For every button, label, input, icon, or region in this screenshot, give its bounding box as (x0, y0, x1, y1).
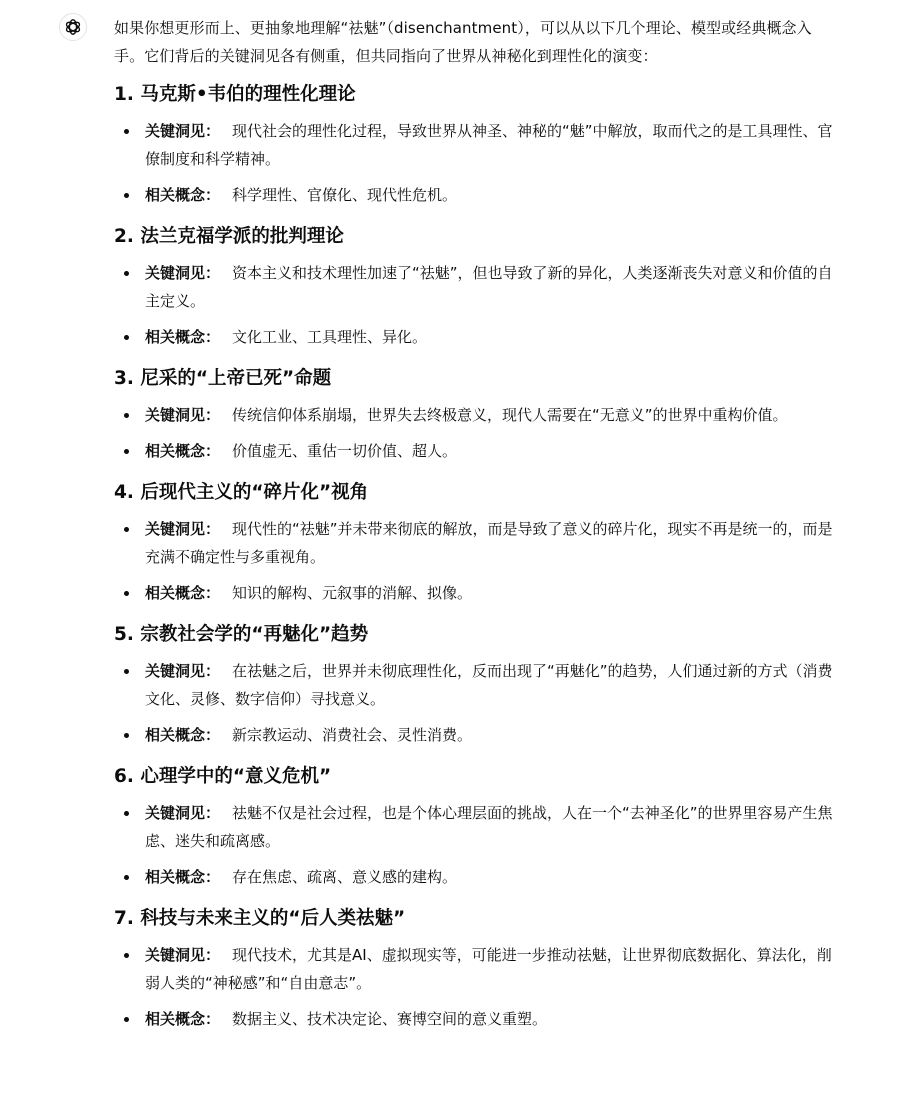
bullet-dot-icon (124, 591, 129, 596)
bullet-list (114, 401, 834, 465)
bullet-list (114, 799, 834, 891)
item-label: 关键洞见： (145, 406, 221, 424)
item-label: 关键洞见： (145, 946, 221, 964)
item-text: 现代社会的理性化过程，导致世界从神圣、神秘的“魅”中解放，取而代之的是工具理性、官僚制度和科学精神。 (145, 122, 833, 168)
item-label: 相关概念： (145, 868, 221, 886)
list-item (114, 323, 834, 351)
bullet-dot-icon (124, 875, 129, 880)
item-text: 科学理性、官僚化、现代性危机。 (232, 186, 458, 204)
list-item (114, 799, 834, 855)
bullet-dot-icon (124, 1017, 129, 1022)
item-text: 价值虚无、重估一切价值、超人。 (232, 442, 458, 460)
section (114, 905, 834, 1033)
item-label: 相关概念： (145, 186, 221, 204)
item-text: 祛魅不仅是社会过程，也是个体心理层面的挑战，人在一个“去神圣化”的世界里容易产生焦虑、迷失和疏离感。 (145, 804, 833, 850)
item-text: 新宗教运动、消费社会、灵性消费。 (232, 726, 473, 744)
item-label: 相关概念： (145, 328, 221, 346)
item-label: 关键洞见： (145, 804, 221, 822)
item-label: 关键洞见： (145, 520, 221, 538)
list-item (114, 437, 834, 465)
bullet-list (114, 515, 834, 607)
item-label: 关键洞见： (145, 662, 221, 680)
section (114, 479, 834, 607)
item-label: 关键洞见： (145, 122, 221, 140)
list-item (114, 941, 834, 997)
item-text: 资本主义和技术理性加速了“祛魅”，但也导致了新的异化，人类逐渐丧失对意义和价值的自主定义。 (145, 264, 833, 310)
item-label: 相关概念： (145, 584, 221, 602)
bullet-dot-icon (124, 733, 129, 738)
list-item (114, 117, 834, 173)
item-text: 现代技术，尤其是AI、虚拟现实等，可能进一步推动祛魅，让世界彻底数据化、算法化，削弱人类的“神秘感”和“自由意志”。 (145, 946, 832, 992)
bullet-dot-icon (124, 669, 129, 674)
bullet-list (114, 941, 834, 1033)
list-item (114, 1005, 834, 1033)
bullet-dot-icon (124, 335, 129, 340)
section-title: 7. 科技与未来主义的“后人类祛魅” (114, 908, 406, 929)
item-text: 现代性的“祛魅”并未带来彻底的解放，而是导致了意义的碎片化，现实不再是统一的，而是充满不确定性与多重视角。 (145, 520, 833, 566)
section-title: 1. 马克斯•韦伯的理性化理论 (114, 84, 356, 105)
item-text: 文化工业、工具理性、异化。 (232, 328, 428, 346)
message-intro: 如果你想更形而上、更抽象地理解“祛魅”（disenchantment），可以从以下几个理论、模型或经典概念入手。它们背后的关键洞见各有侧重，但共同指向了世界从神秘化到理性化的演变： (114, 19, 812, 65)
list-item (114, 579, 834, 607)
list-item (114, 657, 834, 713)
item-label: 相关概念： (145, 1010, 221, 1028)
section (114, 763, 834, 891)
list-item (114, 863, 834, 891)
list-item (114, 721, 834, 749)
section (114, 365, 834, 465)
list-item (114, 515, 834, 571)
item-label: 相关概念： (145, 726, 221, 744)
list-item (114, 181, 834, 209)
openai-logo-icon (63, 17, 83, 37)
bullet-list (114, 657, 834, 749)
assistant-avatar (59, 13, 87, 41)
bullet-dot-icon (124, 953, 129, 958)
bullet-list (114, 259, 834, 351)
section (114, 81, 834, 209)
list-item (114, 259, 834, 315)
item-text: 存在焦虑、疏离、意义感的建构。 (232, 868, 458, 886)
section-title: 4. 后现代主义的“碎片化”视角 (114, 482, 369, 503)
bullet-list (114, 117, 834, 209)
bullet-dot-icon (124, 129, 129, 134)
item-text: 在祛魅之后，世界并未彻底理性化，反而出现了“再魅化”的趋势，人们通过新的方式（消费文化、灵修、数字信仰）寻找意义。 (145, 662, 833, 708)
item-label: 关键洞见： (145, 264, 221, 282)
section-title: 6. 心理学中的“意义危机” (114, 766, 332, 787)
section-title: 2. 法兰克福学派的批判理论 (114, 226, 344, 247)
list-item (114, 401, 834, 429)
item-text: 传统信仰体系崩塌，世界失去终极意义，现代人需要在“无意义”的世界中重构价值。 (232, 406, 788, 424)
item-text: 知识的解构、元叙事的消解、拟像。 (232, 584, 473, 602)
item-label: 相关概念： (145, 442, 221, 460)
bullet-dot-icon (124, 449, 129, 454)
bullet-dot-icon (124, 413, 129, 418)
section (114, 621, 834, 749)
section-title: 5. 宗教社会学的“再魅化”趋势 (114, 624, 369, 645)
section-title: 3. 尼采的“上帝已死”命题 (114, 368, 332, 389)
bullet-dot-icon (124, 193, 129, 198)
bullet-dot-icon (124, 271, 129, 276)
section (114, 223, 834, 351)
bullet-dot-icon (124, 811, 129, 816)
item-text: 数据主义、技术决定论、赛博空间的意义重塑。 (232, 1010, 548, 1028)
assistant-message (114, 14, 834, 1047)
bullet-dot-icon (124, 527, 129, 532)
sections-container (114, 81, 834, 1033)
